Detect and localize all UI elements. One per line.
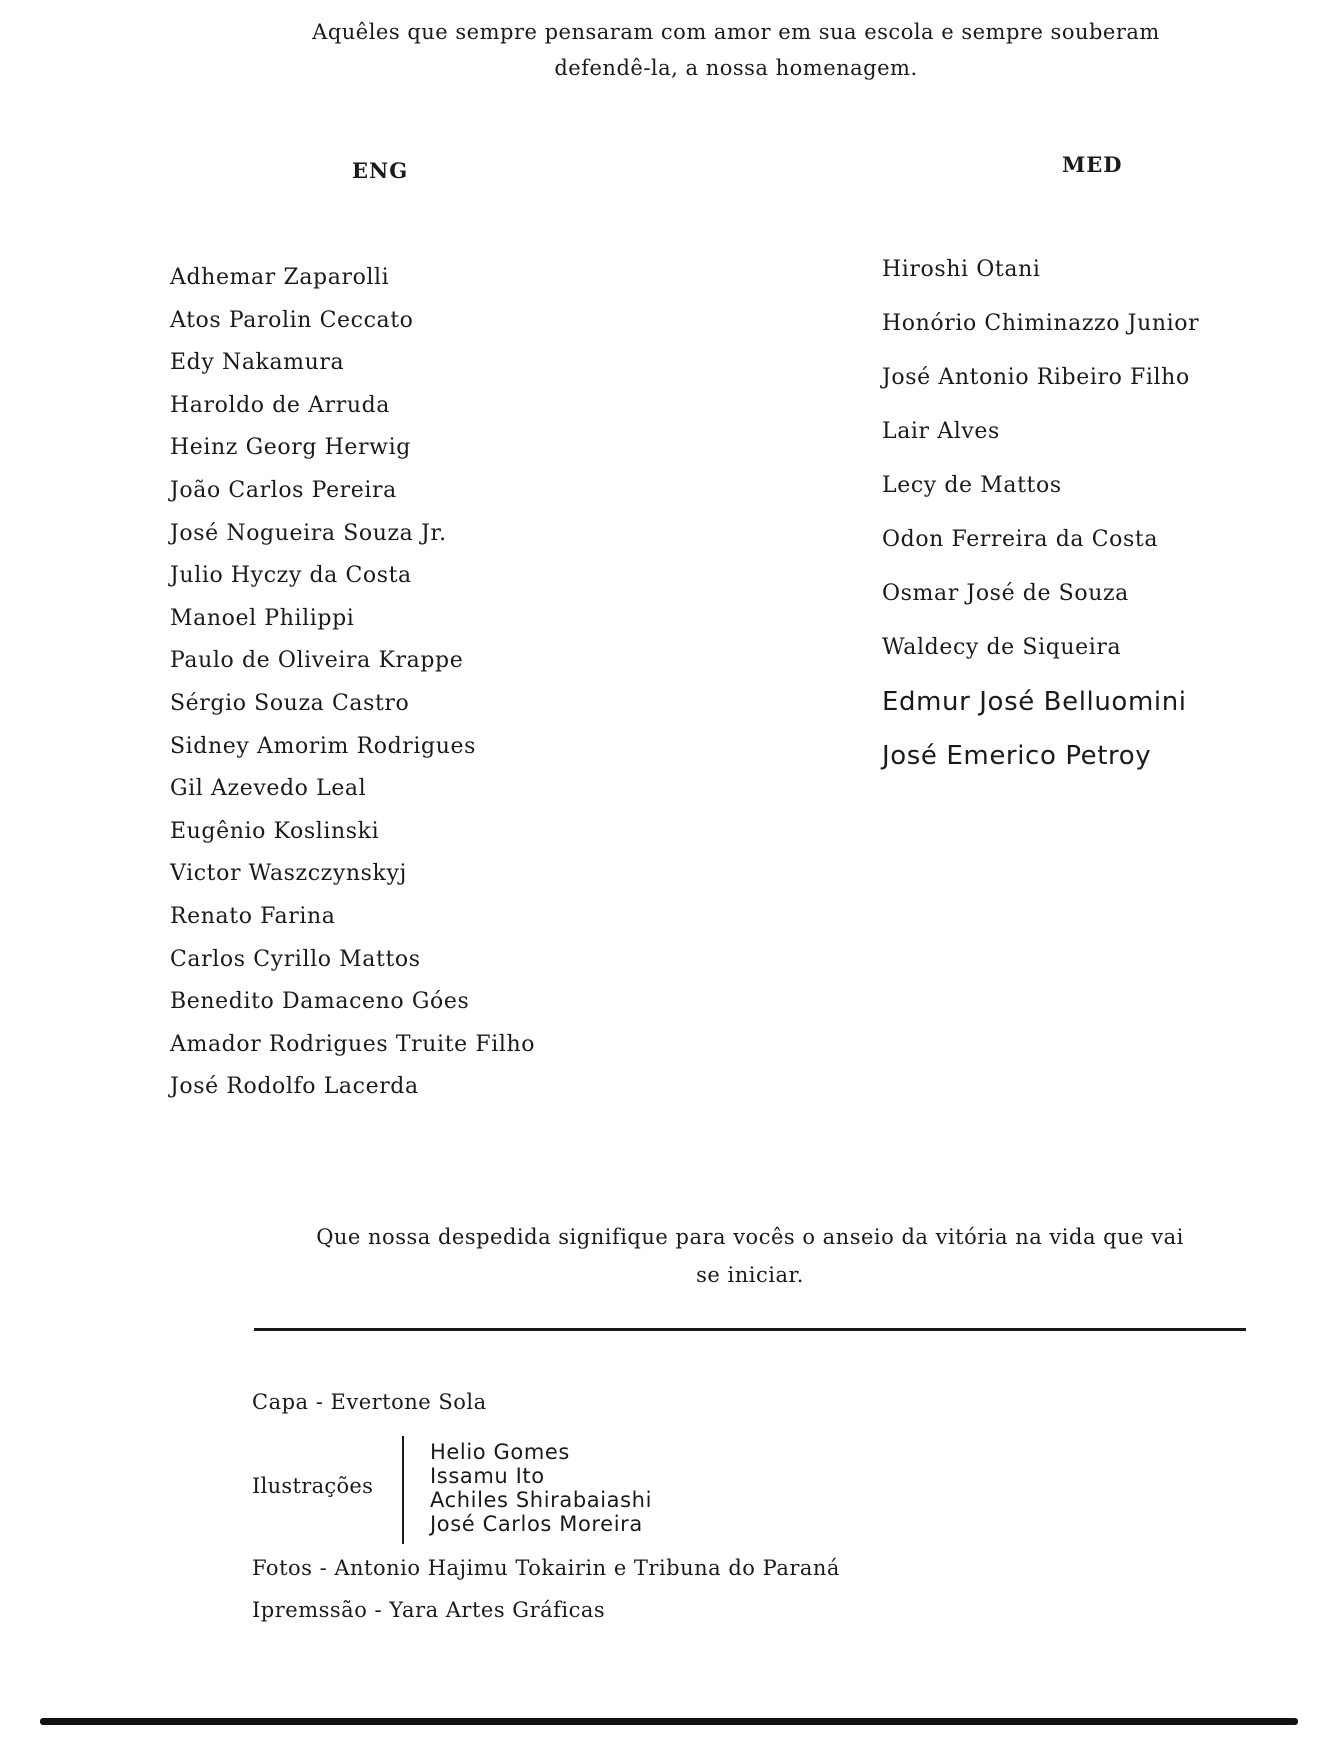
list-item: Heinz Georg Herwig xyxy=(170,435,411,461)
section-divider xyxy=(254,1328,1246,1331)
list-item: Benedito Damaceno Góes xyxy=(170,989,470,1015)
list-item: Carlos Cyrillo Mattos xyxy=(170,946,421,972)
eng-names-list xyxy=(170,262,535,1114)
list-item: João Carlos Pereira xyxy=(170,477,397,503)
list-item: Osmar José de Souza xyxy=(882,581,1129,606)
list-item: Honório Chiminazzo Junior xyxy=(882,311,1200,336)
list-item: Adhemar Zaparolli xyxy=(170,265,390,290)
list-item: Victor Waszczynskyj xyxy=(170,861,407,887)
list-item: Haroldo de Arruda xyxy=(170,392,391,418)
list-item: Sérgio Souza Castro xyxy=(170,690,410,716)
credit-ilustradores-list xyxy=(430,1440,652,1536)
dedication-line-1: Aquêles que sempre pensaram com amor em sua escola e sempre souberam xyxy=(312,20,1160,44)
list-item: Hiroshi Otani xyxy=(882,257,1041,282)
farewell-line-2: se iniciar. xyxy=(696,1263,804,1287)
list-item: Sidney Amorim Rodrigues xyxy=(170,733,477,759)
list-item: José Rodolfo Lacerda xyxy=(170,1074,419,1100)
credit-ilustracoes-label: Ilustrações xyxy=(252,1474,374,1498)
farewell-text xyxy=(250,1218,1250,1294)
list-item: Issamu Ito xyxy=(430,1464,545,1488)
list-item: José Emerico Petroy xyxy=(882,741,1152,771)
credit-capa: Capa - Evertone Sola xyxy=(252,1390,487,1414)
list-item: Julio Hyczy da Costa xyxy=(170,563,412,589)
list-item: José Carlos Moreira xyxy=(430,1512,643,1536)
list-item: Odon Ferreira da Costa xyxy=(882,527,1159,552)
list-item: Edy Nakamura xyxy=(170,350,345,376)
eng-heading: ENG xyxy=(352,158,409,183)
list-item: Eugênio Koslinski xyxy=(170,818,380,844)
list-item: Achiles Shirabaiashi xyxy=(430,1488,653,1512)
list-item: Amador Rodrigues Truite Filho xyxy=(170,1031,536,1057)
list-item: Renato Farina xyxy=(170,903,336,929)
page-bottom-rule xyxy=(40,1718,1298,1725)
list-item: Lecy de Mattos xyxy=(882,473,1062,498)
credit-impressao: Ipremssão - Yara Artes Gráficas xyxy=(252,1598,606,1622)
list-item: Edmur José Belluomini xyxy=(882,687,1187,717)
farewell-line-1: Que nossa despedida signifique para vocês o anseio da vitória na vida que vai xyxy=(316,1225,1184,1249)
list-item: José Antonio Ribeiro Filho xyxy=(882,365,1190,390)
credit-fotos: Fotos - Antonio Hajimu Tokairin e Tribuna do Paraná xyxy=(252,1556,840,1580)
list-item: Gil Azevedo Leal xyxy=(170,776,367,802)
med-heading: MED xyxy=(1062,152,1123,177)
credit-bracket-line xyxy=(402,1436,404,1544)
dedication-text xyxy=(240,14,1232,86)
list-item: Lair Alves xyxy=(882,419,1000,444)
dedication-line-2: defendê-la, a nossa homenagem. xyxy=(554,56,918,80)
list-item: Manoel Philippi xyxy=(170,605,355,631)
list-item: Paulo de Oliveira Krappe xyxy=(170,648,464,674)
list-item: Waldecy de Siqueira xyxy=(882,635,1122,660)
list-item: José Nogueira Souza Jr. xyxy=(170,520,447,546)
med-names-list xyxy=(882,254,1199,794)
list-item: Atos Parolin Ceccato xyxy=(170,307,414,333)
list-item: Helio Gomes xyxy=(430,1440,570,1464)
